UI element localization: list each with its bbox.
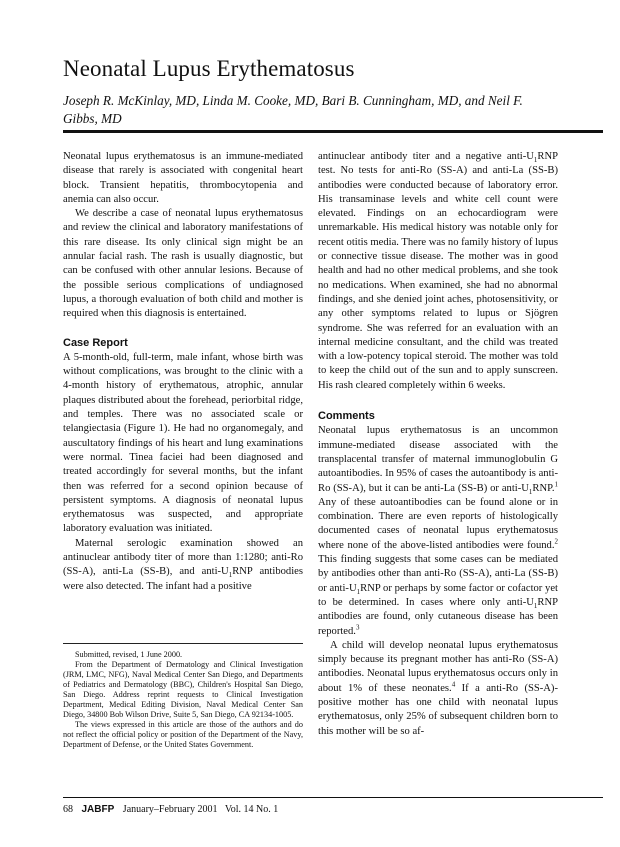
right-column	[318, 150, 558, 739]
reference-marker: 1	[554, 480, 558, 488]
comments-1-text-b: RNP.	[532, 482, 555, 494]
author-list: Joseph R. McKinlay, MD, Linda M. Cooke, MD, Bari B. Cunningham, MD, and Neil F. Gibbs, MD	[63, 93, 523, 126]
page-footer	[63, 804, 278, 815]
title-divider	[63, 130, 603, 133]
right-1-text-b: RNP test. No tests for anti-Ro (SS-A) and anti-La (SS-B) antibodies were conducted because of laboratory error. His transaminase levels and white cell count were elevated. Findings on an echocardiogram were unremarkable. His medical history was notable only for recent otitis media. There was no family history of lupus or connective tissue disease. The mother was in good health and had no other medical problems, and she took no medications. When examined, she had no abnormal findings, and she denied joint aches, photosensitivity, or any other symptoms related to lupus or Sjögren syndrome. She was referred for an evaluation with an internal medicine consultant, and the child was treated with a low-potency topical steroid. The mother was told to keep the child out of the sun and to apply sunscreen. His rash cleared completely within 6 weeks.	[318, 151, 558, 391]
subscript: 1	[533, 602, 538, 611]
case-2-text-a: Maternal serologic examination showed an antinuclear antibody titer of more than 1:1280; anti-Ro (SS-A), anti-La (SS-B), and anti-U	[63, 537, 303, 578]
intro-paragraph-1: Neonatal lupus erythematosus is an immune-mediated disease that rarely is associated with congenital heart block. Transient hepatitis, thrombocytopenia and anemia can also occur.	[63, 151, 303, 205]
comments-paragraph-1	[318, 424, 558, 638]
journal-name: JABFP	[81, 804, 115, 815]
footnote-divider	[63, 643, 303, 644]
subscript: 1	[533, 156, 538, 165]
comments-paragraph-2	[318, 639, 558, 739]
comments-2-text-b: If a anti-Ro (SS-A)-positive mother has one child with neonatal lupus erythematosus, only 25% of subsequent children born to this mother will be so af-	[318, 682, 558, 737]
subscript: 1	[228, 571, 233, 580]
case-2-text-b: RNP antibodies were also detected. The infant had a positive	[63, 566, 303, 592]
footnotes	[63, 650, 303, 750]
reference-marker: 3	[355, 622, 360, 631]
issue-info: January–February 2001 Vol. 14 No. 1	[122, 804, 279, 815]
case-paragraph-3	[318, 150, 558, 393]
footer-divider	[63, 797, 603, 798]
comments-1-text-d: This finding suggests that some cases can be mediated by antibodies other than anti-Ro (SS-A), anti-La (SS-B) or anti-U	[318, 554, 558, 594]
reference-marker: 4	[451, 680, 456, 689]
footnote-submitted: Submitted, revised, 1 June 2000.	[75, 650, 183, 659]
footnote-affiliation: From the Department of Dermatology and Clinical Investigation (JRM, LMC, NFG), Naval Medical Center San Diego, and Departments of Pediatrics and Dermatology (BBC), Children's Hospital San Diego, San Diego. Address reprint requests to Clinical Investigation Department, Medical Editing Division, Naval Medical Center San Diego, 34800 Bob Wilson Drive, Suite 5, San Diego, CA 92134-1005.	[63, 660, 303, 719]
comments-heading: Comments	[318, 410, 375, 423]
subscript: 1	[528, 487, 533, 496]
comments-1-text-c: Any of these autoantibodies can be found alone or in combination. There are even reports of histologically documented cases of neonatal lupus erythematosus where none of the above-listed antibodies were found.	[318, 496, 558, 551]
comments-2-text-a: A child will develop neonatal lupus erythematosus simply because its pregnant mother has anti-Ro (SS-A) antibodies. Neonatal lupus erythematosus occurs only in about 1% of these neonates.	[318, 639, 558, 694]
case-report-heading: Case Report	[63, 336, 128, 349]
left-column	[63, 150, 303, 594]
right-1-text-a: antinuclear antibody titer and a negative anti-U	[318, 151, 534, 162]
comments-1-text-f: RNP antibodies are found, only cutaneous disease has been reported.	[318, 596, 558, 637]
comments-1-text-a: Neonatal lupus erythematosus is an uncommon immune-mediated disease associated with the transplacental transfer of maternal immunoglobulin G autoantibodies. In 95% of cases the autoantibody is anti-Ro (SS-A), but it can be anti-La (SS-B) or anti-U	[318, 425, 558, 494]
subscript: 1	[356, 587, 361, 596]
footnote-disclaimer: The views expressed in this article are those of the authors and do not reflect the official policy or position of the Department of the Navy, Department of Defense, or the United States Government.	[63, 720, 303, 749]
page-number: 68	[63, 804, 73, 815]
case-paragraph-2	[63, 537, 303, 594]
article-title: Neonatal Lupus Erythematosus	[63, 56, 355, 81]
case-paragraph-1: A 5-month-old, full-term, male infant, whose birth was without complications, was brought to the clinic with a 4-month history of erythematous, atrophic, annular plaques distributed about the forehead, periorbital ridge, and temples. There was no associated scale or telangiectasia (Figure 1). He had no organomegaly, and auscultatory findings of his heart and lung examinations were normal. Tinea faciei had been diagnosed and treated accordingly for several months, but the infant then was referred for a second opinion because of persistent symptoms. A diagnosis of neonatal lupus erythematosus was suspected, and appropriate laboratory evaluation was initiated.	[63, 351, 303, 535]
comments-1-text-e: RNP or perhaps by some factor or cofactor yet to be determined. In cases where only anti-U	[318, 582, 559, 608]
reference-marker: 2	[554, 537, 558, 546]
intro-paragraph-2: We describe a case of neonatal lupus erythematosus and review the clinical and laboratory manifestations of this rare disease. Its only clinical sign might be an annular facial rash. The rash is usually diagnostic, but can be confused with other annular lesions. Because of the possible serious complications of undiagnosed lupus, a thorough evaluation of both child and mother is required when this diagnosis is entertained.	[63, 208, 303, 320]
